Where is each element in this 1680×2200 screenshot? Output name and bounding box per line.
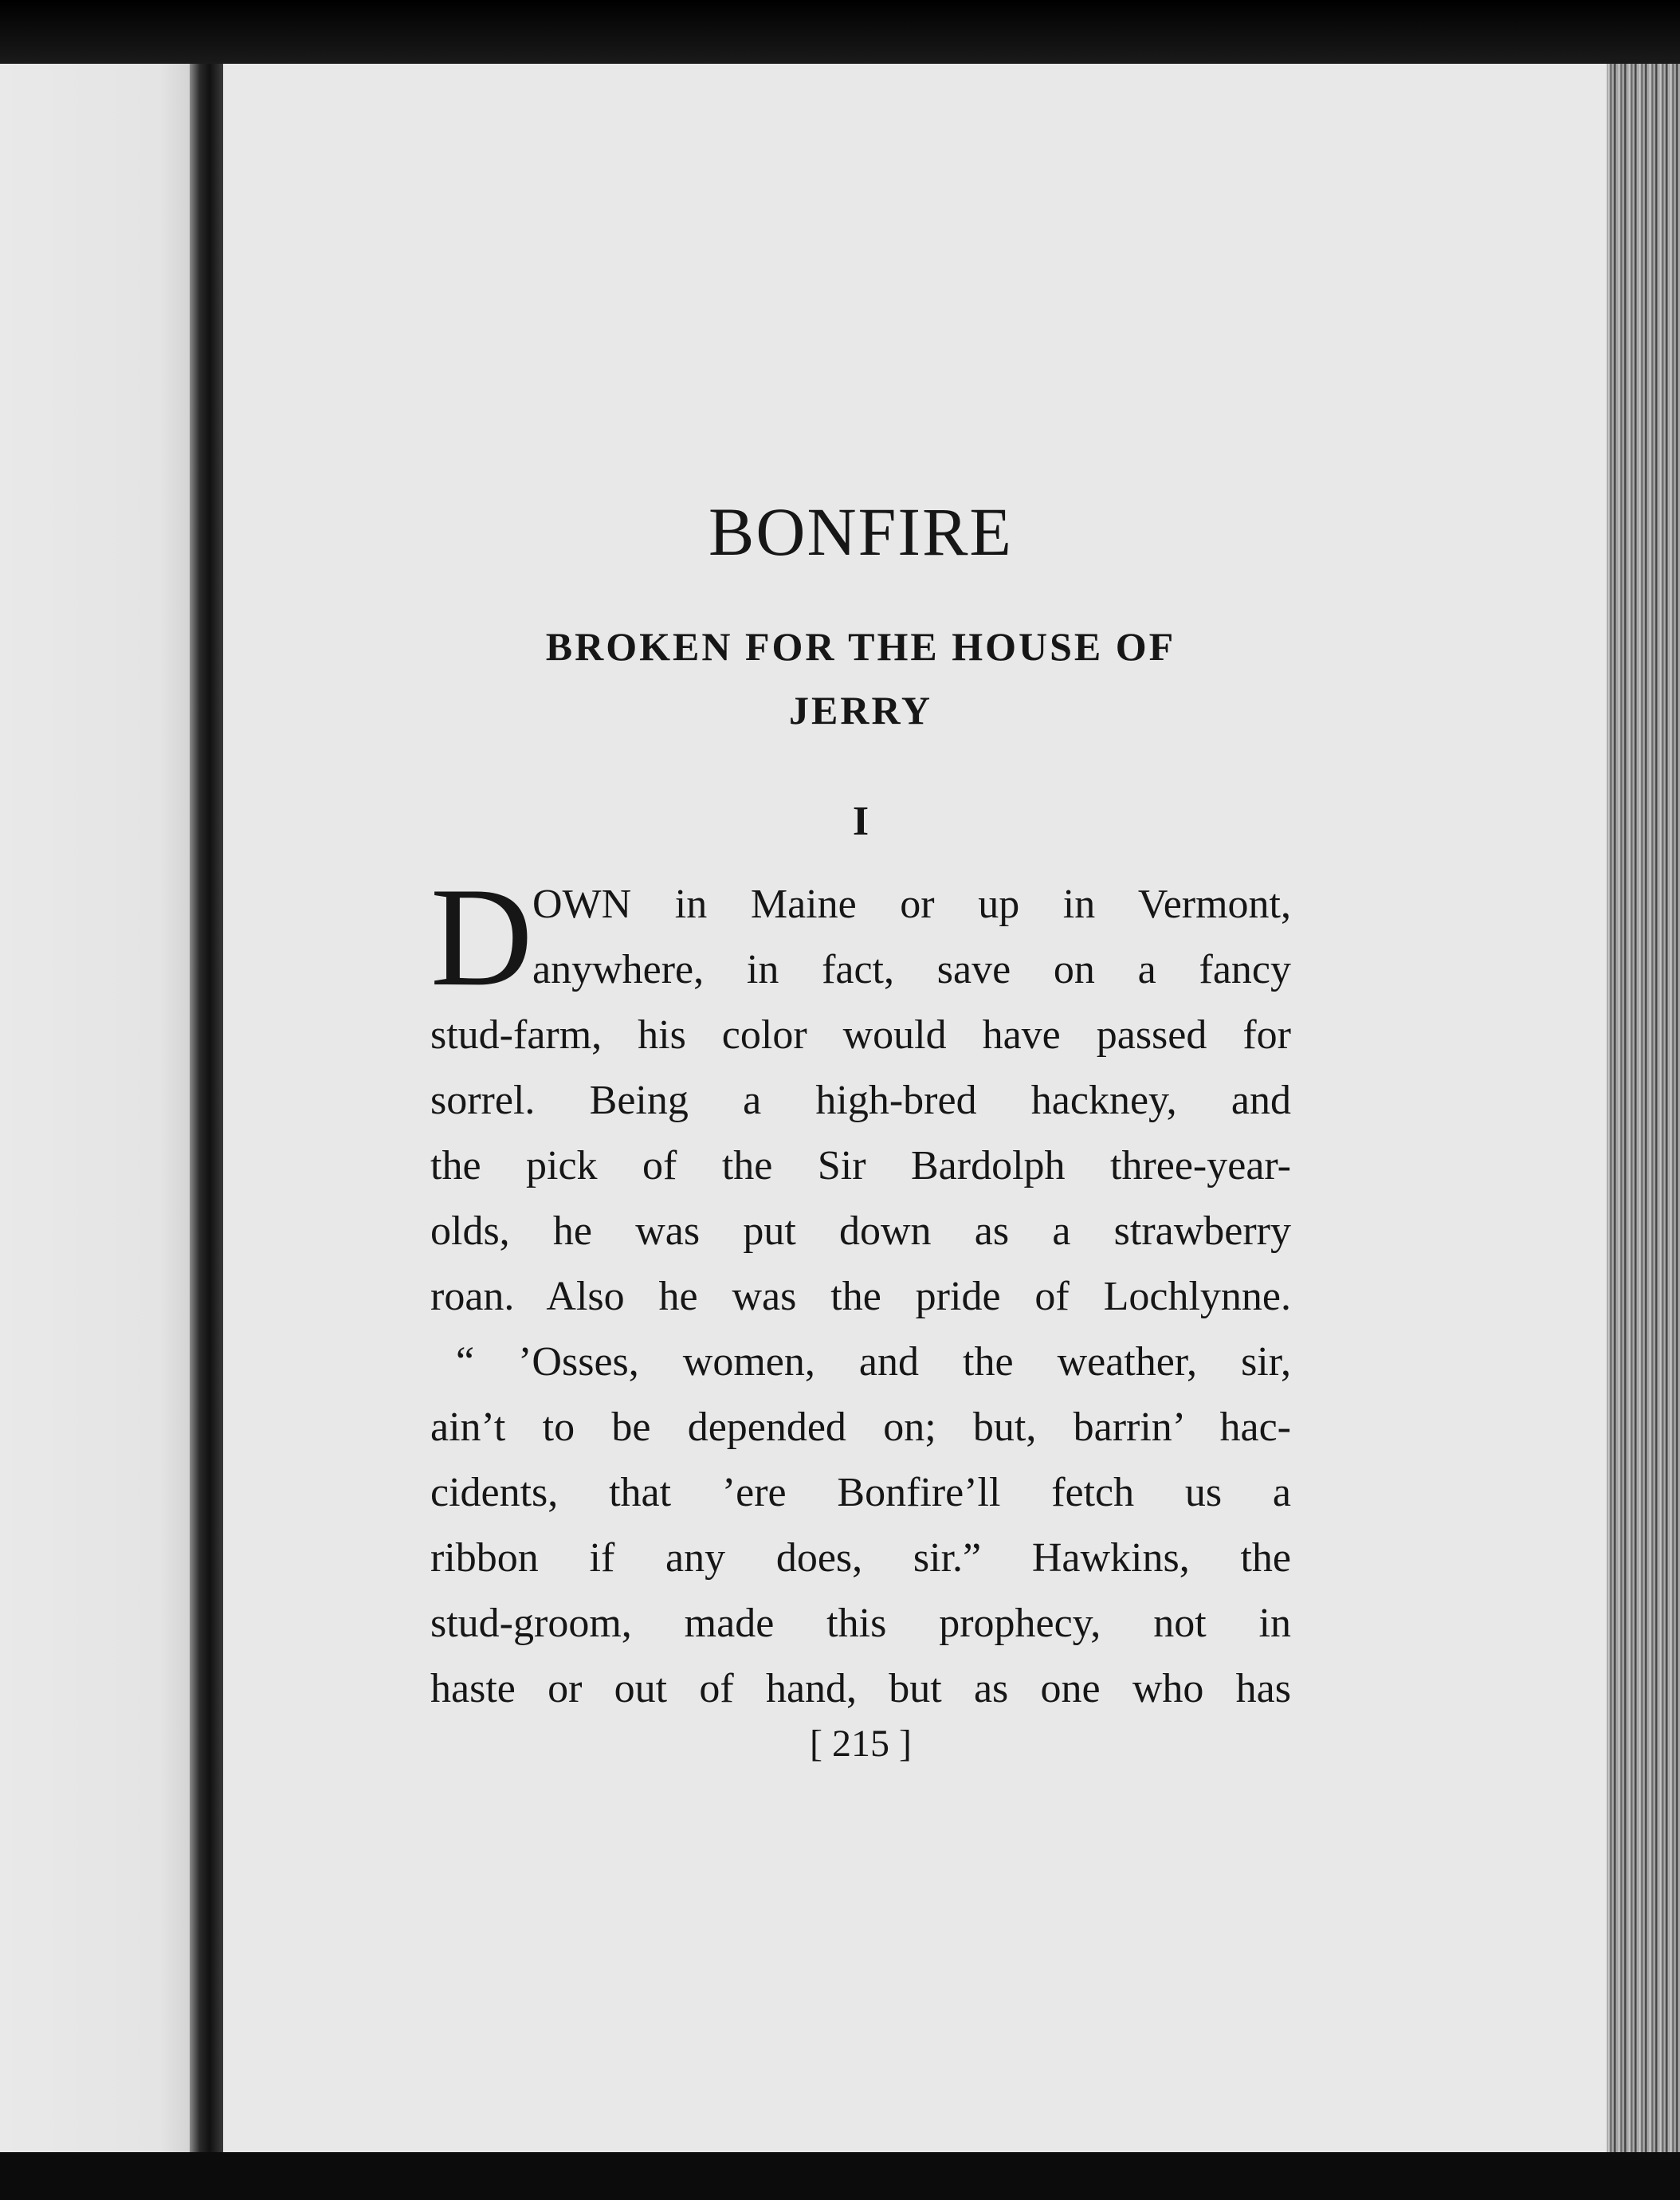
book-gutter xyxy=(190,64,223,2152)
text-line: haste or out of hand, but as one who has xyxy=(430,1665,1291,1711)
page-text xyxy=(430,494,1291,1722)
text-line: stud-groom, made this prophecy, not in xyxy=(430,1600,1291,1646)
text-line: ain’t to be depended on; but, barrin’ hac- xyxy=(430,1404,1291,1450)
text-line: cidents, that ’ere Bonfire’ll fetch us a xyxy=(430,1469,1291,1515)
text-line: the pick of the Sir Bardolph three-year- xyxy=(430,1142,1291,1188)
page-edges xyxy=(1607,64,1680,2168)
text-line: anywhere, in fact, save on a fancy xyxy=(532,946,1291,992)
opening-paragraph-start xyxy=(430,857,1291,1016)
text-line: sorrel. Being a high-bred hackney, and xyxy=(430,1077,1291,1123)
scan-bottom-edge xyxy=(0,2152,1680,2200)
text-line: stud-farm, his color would have passed for xyxy=(430,1012,1291,1058)
text-line: OWN in Maine or up in Vermont, xyxy=(532,881,1291,927)
page-number: [ 215 ] xyxy=(810,1723,912,1765)
chapter-title: BONFIRE xyxy=(709,493,1013,570)
facing-page xyxy=(0,64,199,2200)
text-line: “ ’Osses, women, and the weather, sir, xyxy=(456,1338,1291,1385)
chapter-subtitle xyxy=(454,615,1267,742)
text-line: roan. Also he was the pride of Lochlynne. xyxy=(430,1273,1291,1319)
text-line: olds, he was put down as a strawberry xyxy=(430,1208,1291,1254)
drop-cap: D xyxy=(430,857,533,1016)
section-number: I xyxy=(852,798,869,844)
subtitle-line: JERRY xyxy=(789,687,932,733)
subtitle-line: BROKEN FOR THE HOUSE OF xyxy=(545,623,1176,669)
text-line: ribbon if any does, sir.” Hawkins, the xyxy=(430,1534,1291,1581)
scan-top-edge xyxy=(0,0,1680,64)
